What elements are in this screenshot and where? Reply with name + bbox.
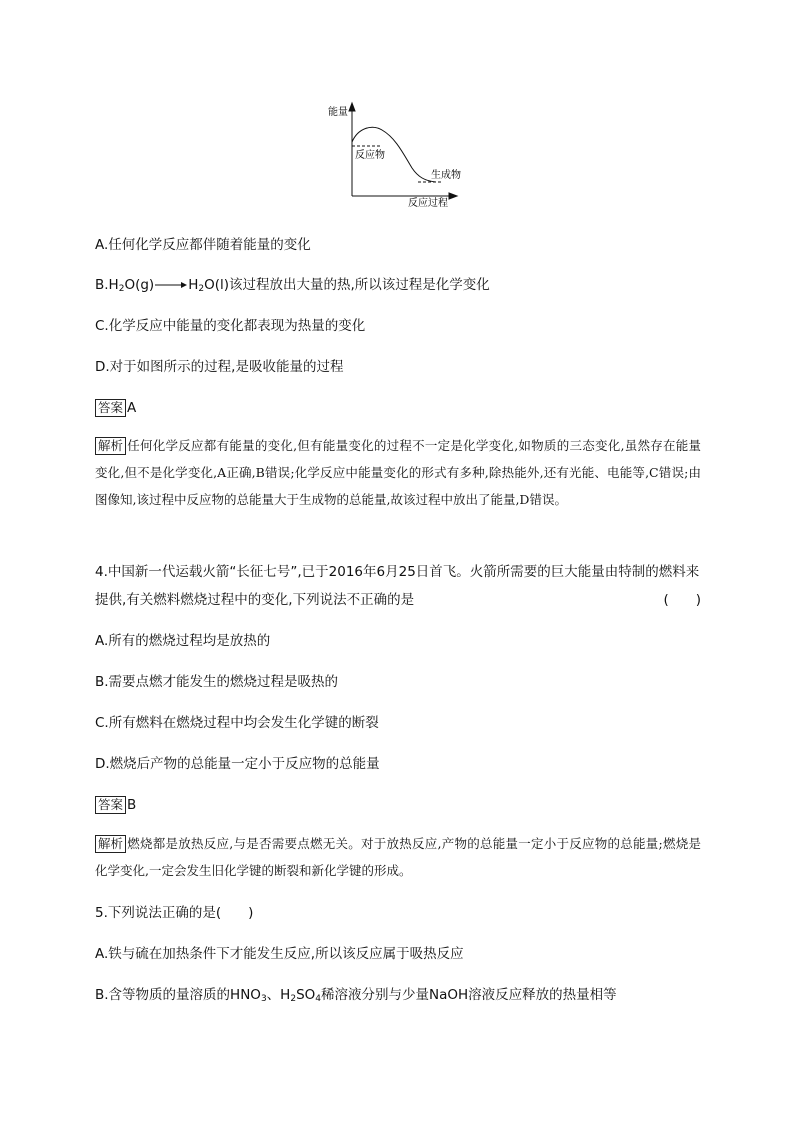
y-axis-arrow <box>349 103 355 111</box>
q4-answer: 答案 B <box>95 796 136 814</box>
q3-explanation: 解析 任何化学反应都有能量的变化,但有能量变化的过程不一定是化学变化,如物质的三态变化,虽然存在能量变化,但不是化学变化,A正确,B错误;化学反应中能量变化的形式有多种,除热能外,还有光能、电能等,C错误;由图像知,该过程中反应物的总能量大于生成物的总能量,故该过程中放出了能量,D错误。 <box>95 438 701 507</box>
energy-diagram <box>0 0 794 220</box>
reactant-label: 反应物 <box>355 150 385 161</box>
reaction-arrow-icon <box>154 280 188 290</box>
answer-parens: ( ) <box>663 592 701 608</box>
q3-option-a: A.任何化学反应都伴随着能量的变化 <box>95 237 311 253</box>
answer-tag: 答案 <box>95 796 126 814</box>
q4-option-c: C.所有燃料在燃烧过程中均会发生化学键的断裂 <box>95 715 379 731</box>
q4-stem: 4.中国新一代运载火箭“长征七号”,已于2016年6月25日首飞。火箭所需要的巨大能量由特制的燃料来提供,有关燃料燃烧过程中的变化,下列说法不正确的是 ( ) <box>95 558 701 614</box>
q3-option-d: D.对于如图所示的过程,是吸收能量的过程 <box>95 359 344 375</box>
q5-stem: 5.下列说法正确的是( ) <box>95 905 254 921</box>
x-axis-arrow <box>449 193 457 199</box>
q5-option-a: A.铁与硫在加热条件下才能发生反应,所以该反应属于吸热反应 <box>95 946 464 962</box>
q4-option-b: B.需要点燃才能发生的燃烧过程是吸热的 <box>95 674 339 690</box>
product-label: 生成物 <box>431 170 461 181</box>
explanation-tag: 解析 <box>95 437 126 455</box>
answer-tag: 答案 <box>95 399 126 417</box>
q3-option-c: C.化学反应中能量的变化都表现为热量的变化 <box>95 318 366 334</box>
q4-option-a: A.所有的燃烧过程均是放热的 <box>95 633 271 649</box>
q4-option-d: D.燃烧后产物的总能量一定小于反应物的总能量 <box>95 756 380 772</box>
q5-option-b: B.含等物质的量溶质的$HNO_3$、$H_2SO_4$稀溶液分别与少量NaOH溶液反应释放的热量相等 <box>95 987 617 1004</box>
q3-answer: 答案 A <box>95 399 136 417</box>
explanation-tag: 解析 <box>95 835 126 853</box>
q3-option-b: $B.H_2O(g)$ $H_2O(l)$该过程放出大量的热,所以该过程是化学变化 <box>95 277 490 294</box>
y-axis-label: 能量 <box>328 107 348 118</box>
q4-explanation: 解析 燃烧都是放热反应,与是否需要点燃无关。对于放热反应,产物的总能量一定小于反应物的总能量;燃烧是化学变化,一定会发生旧化学键的断裂和新化学键的形成。 <box>95 836 701 878</box>
x-axis-label: 反应过程 <box>408 198 448 209</box>
